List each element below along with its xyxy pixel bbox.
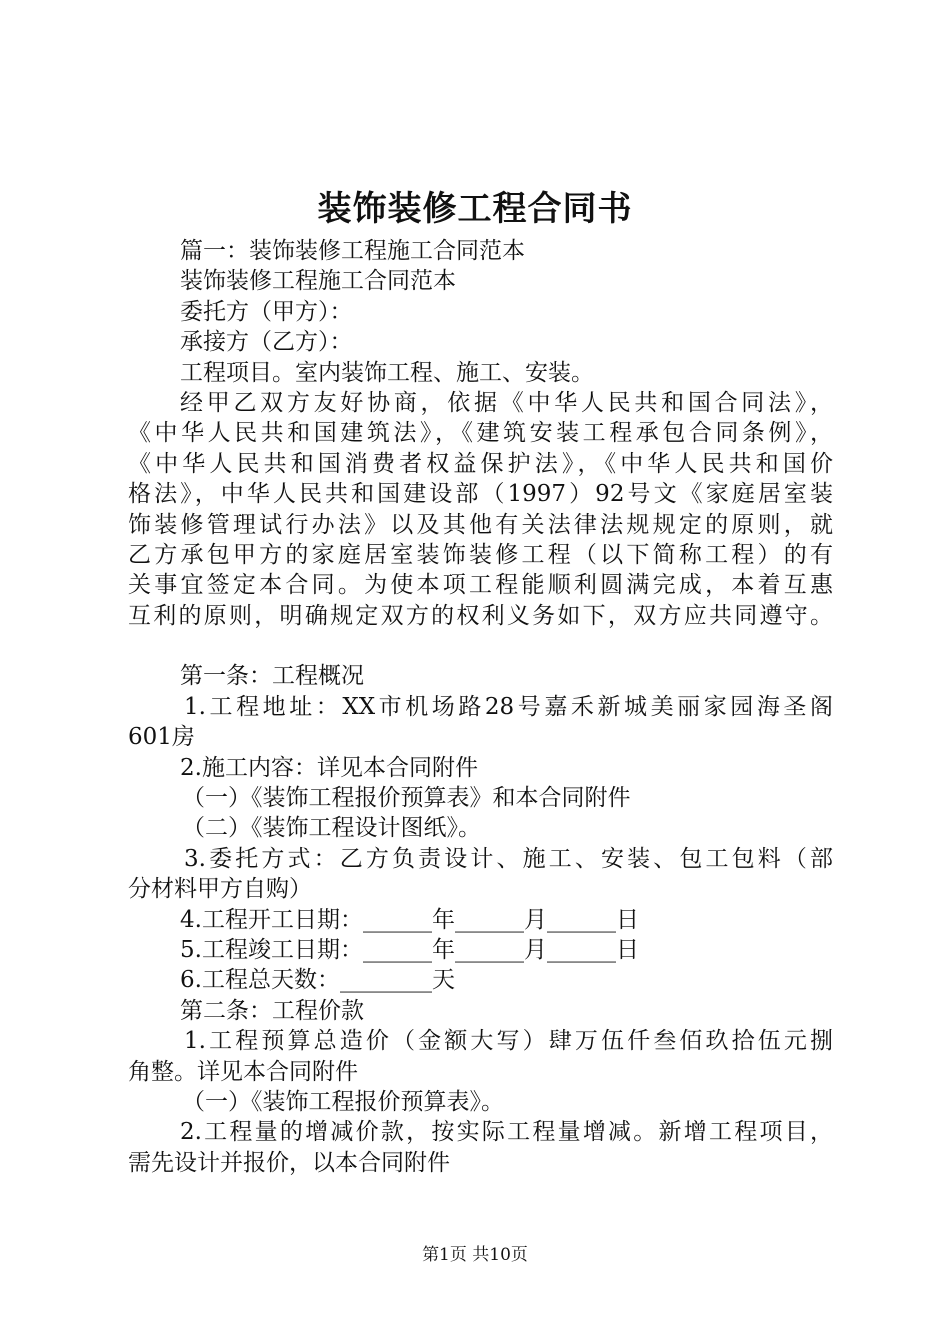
paragraph-line: 承接方（乙方）： bbox=[180, 329, 353, 356]
paragraph-line: 装饰装修工程施工合同范本 bbox=[180, 268, 456, 295]
paragraph-line: 《中华人民共和国消费者权益保护法》，《中华人民共和国价 bbox=[128, 450, 833, 477]
paragraph-line: 4.工程开工日期：______年______月______日 bbox=[180, 906, 639, 933]
document-title: 装饰装修工程合同书 bbox=[317, 189, 633, 229]
paragraph-line: 互利的原则，明确规定双方的权利义务如下，双方应共同遵守。 bbox=[128, 602, 833, 629]
paragraph-line: 分材料甲方自购） bbox=[128, 876, 312, 903]
paragraph-line: 1.工程预算总造价（金额大写）肆万伍仟叁佰玖拾伍元捌 bbox=[184, 1028, 833, 1055]
list-item: （一）《装饰工程报价预算表》。 bbox=[182, 1088, 504, 1115]
paragraph-line: 需先设计并报价，以本合同附件 bbox=[128, 1149, 450, 1176]
paragraph-line: 格法》，中华人民共和国建设部（1997）92号文《家庭居室装 bbox=[128, 481, 833, 508]
page-footer: 第1页 共10页 bbox=[422, 1245, 528, 1265]
paragraph-line: 饰装修管理试行办法》以及其他有关法律法规规定的原则，就 bbox=[128, 511, 833, 538]
paragraph-line: 2.施工内容：详见本合同附件 bbox=[180, 754, 478, 781]
paragraph-line: 经甲乙双方友好协商，依据《中华人民共和国合同法》， bbox=[180, 389, 833, 416]
list-item: （二）《装饰工程设计图纸》。 bbox=[182, 815, 481, 842]
paragraph-line: 角整。详见本合同附件 bbox=[128, 1058, 358, 1085]
document-body bbox=[128, 236, 833, 1178]
paragraph-line: 601房 bbox=[128, 724, 195, 751]
paragraph-line: 关事宜签定本合同。为使本项工程能顺利圆满完成，本着互惠 bbox=[128, 572, 833, 599]
paragraph-line: 工程项目。室内装饰工程、施工、安装。 bbox=[180, 359, 594, 386]
paragraph-line: 乙方承包甲方的家庭居室装饰装修工程（以下简称工程）的有 bbox=[128, 541, 833, 568]
section-heading: 第二条：工程价款 bbox=[180, 997, 364, 1024]
paragraph-line: 6.工程总天数：________天 bbox=[180, 967, 455, 994]
paragraph-line: 篇一：装饰装修工程施工合同范本 bbox=[180, 238, 525, 264]
paragraph-line: 5.工程竣工日期：______年______月______日 bbox=[180, 936, 639, 963]
paragraph-line: 2.工程量的增减价款，按实际工程量增减。新增工程项目， bbox=[180, 1119, 833, 1146]
paragraph-line: 1.工程地址：XX市机场路28号嘉禾新城美丽家园海圣阁 bbox=[184, 693, 833, 720]
list-item: （一）《装饰工程报价预算表》和本合同附件 bbox=[182, 785, 631, 812]
paragraph-line: 《中华人民共和国建筑法》，《建筑安装工程承包合同条例》， bbox=[128, 420, 833, 447]
section-heading: 第一条：工程概况 bbox=[180, 663, 364, 690]
blank-line bbox=[128, 631, 833, 661]
paragraph-line: 3.委托方式：乙方负责设计、施工、安装、包工包料（部 bbox=[184, 845, 833, 872]
paragraph-line: 委托方（甲方）： bbox=[180, 298, 353, 325]
